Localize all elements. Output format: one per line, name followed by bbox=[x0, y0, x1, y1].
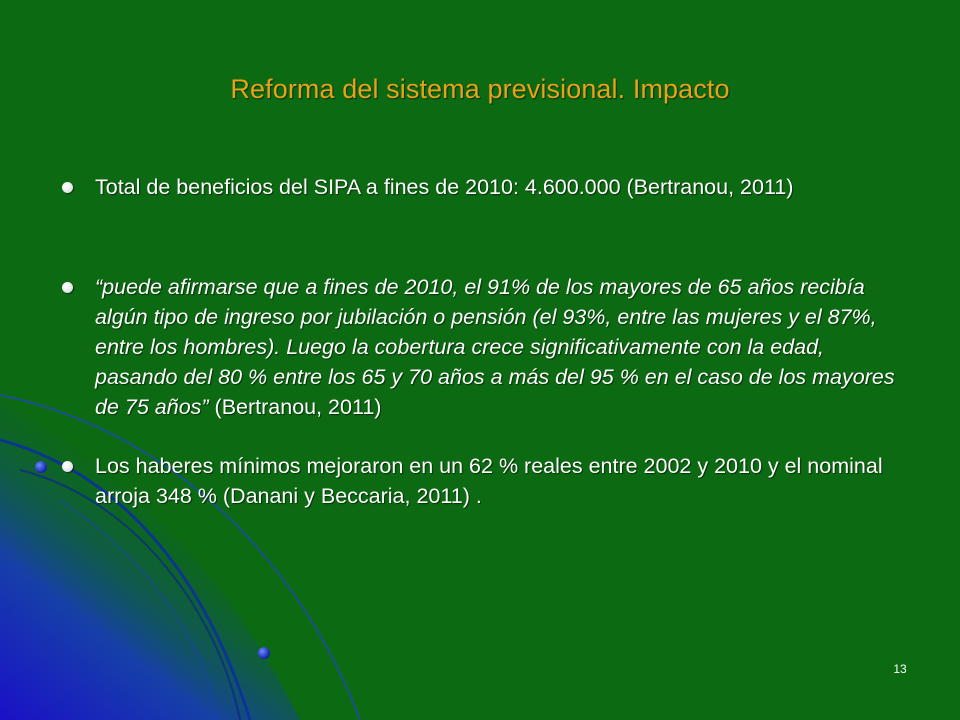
slide-title: Reforma del sistema previsional. Impacto bbox=[230, 74, 730, 104]
bullet-quote: “puede afirmarse que a fines de 2010, el 91% de los mayores de 65 años recibía algún tipo de ingreso por jubilación o pensión (el 93%, entre las mujeres y el 87%, entre los hombres). Luego la cobertura crece significativamente con la edad, pasando del 80 % entre los 65 y 70 años a más del 95 % en el caso de los mayores de 75 años” bbox=[95, 275, 895, 419]
bullet-icon bbox=[62, 461, 73, 472]
decorative-orb-1 bbox=[35, 461, 47, 473]
bullet-text: Total de beneficios del SIPA a fines de 2010: 4.600.000 (Bertranou, 2011) bbox=[95, 175, 794, 199]
bullet-item bbox=[62, 172, 907, 202]
decorative-orb-2 bbox=[258, 647, 270, 659]
bullet-citation: (Bertranou, 2011) bbox=[208, 395, 382, 419]
bullet-item bbox=[62, 451, 907, 511]
bullet-icon bbox=[62, 182, 73, 193]
page-number: 13 bbox=[893, 662, 907, 676]
bullet-icon bbox=[62, 282, 73, 293]
bullet-list bbox=[62, 172, 907, 511]
bullet-text: Los haberes mínimos mejoraron en un 62 % reales entre 2002 y 2010 y el nominal arroja 348 % (Danani y Beccaria, 2011) . bbox=[95, 454, 883, 508]
bullet-item bbox=[62, 272, 907, 422]
